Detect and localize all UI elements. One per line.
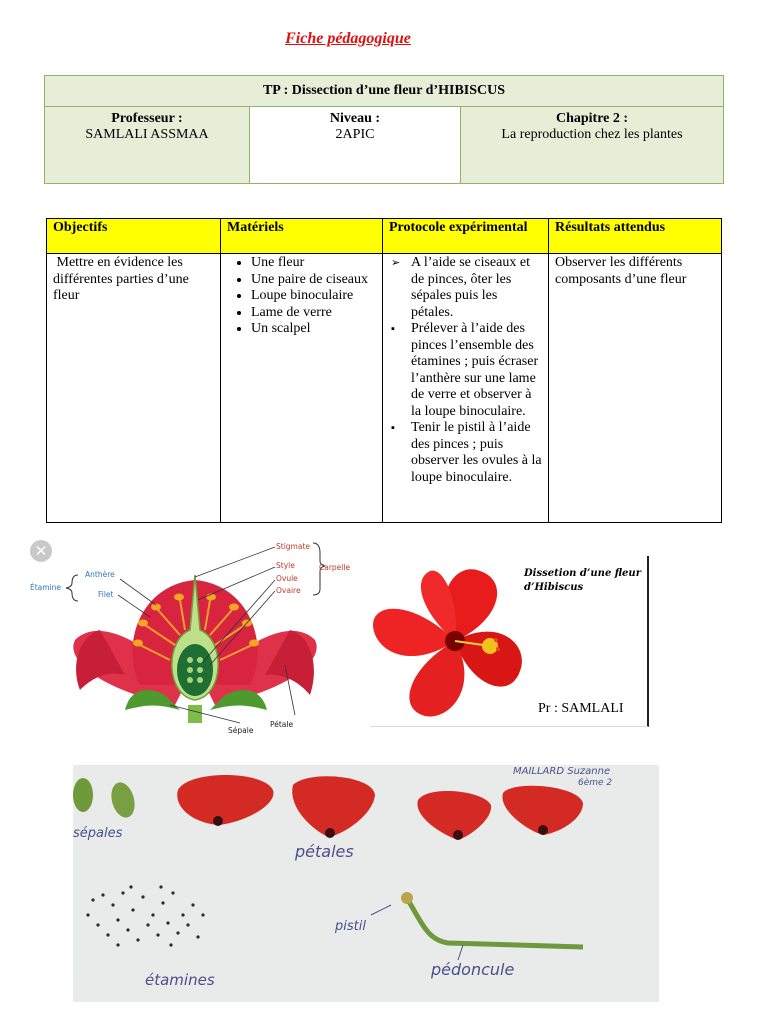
resultats-cell bbox=[549, 254, 722, 523]
square-bullet-icon: ▪ bbox=[391, 323, 395, 335]
tp-title: TP : Dissection d’une fleur d’HIBISCUS bbox=[45, 76, 724, 107]
annotation-pedoncule: pédoncule bbox=[431, 960, 515, 979]
flower-diagram bbox=[30, 535, 360, 745]
label-carpelle: Carpelle bbox=[319, 563, 351, 572]
annotation-sepales: sépales bbox=[73, 826, 123, 841]
professeur-cell bbox=[45, 107, 250, 184]
list-item: • Loupe binoculaire bbox=[251, 288, 376, 305]
list-item: • Une fleur bbox=[251, 255, 376, 272]
sepal-shape bbox=[73, 778, 93, 812]
niveau-value: 2APIC bbox=[335, 127, 375, 142]
protocole-list bbox=[389, 255, 542, 486]
annotation-name: MAILLARD Suzanne bbox=[513, 766, 611, 777]
chapitre-label: Chapitre 2 : bbox=[555, 111, 629, 126]
label-ovule: Ovule bbox=[276, 574, 298, 583]
label-petale: Pétale bbox=[270, 720, 294, 729]
objectif-text: Mettre en évidence les différentes parties d’une fleur bbox=[53, 255, 189, 303]
list-item: ➢ A l’aide se ciseaux et de pinces, ôter les sépales puis les pétales. bbox=[391, 255, 530, 320]
dissection-photo bbox=[73, 765, 659, 1002]
niveau-cell bbox=[250, 107, 461, 184]
lesson-table bbox=[46, 218, 722, 523]
annotation-etamines: étamines bbox=[145, 971, 215, 989]
square-bullet-icon: ▪ bbox=[391, 422, 395, 434]
annotation-class: 6ème 2 bbox=[578, 778, 613, 788]
header-objectifs: Objectifs bbox=[47, 219, 221, 254]
close-icon[interactable]: ✕ bbox=[30, 540, 52, 562]
label-filet: Filet bbox=[98, 590, 114, 599]
label-style: Style bbox=[276, 561, 295, 570]
header-resultats: Résultats attendus bbox=[549, 219, 722, 254]
list-item: ▪ Tenir le pistil à l’aide des pinces ; puis observer les ovules à la loupe binoculaire. bbox=[391, 420, 542, 485]
author-label: Pr : SAMLALI bbox=[538, 701, 624, 716]
objectif-cell bbox=[47, 254, 221, 523]
protocole-cell bbox=[383, 254, 549, 523]
label-ovaire: Ovaire bbox=[276, 586, 301, 595]
label-anthere: Anthère bbox=[85, 570, 115, 579]
pistil-head bbox=[401, 892, 413, 904]
arrow-bullet-icon: ➢ bbox=[391, 257, 401, 269]
label-stigmate: Stigmate bbox=[276, 542, 311, 551]
materiels-list bbox=[227, 255, 376, 338]
list-item: • Lame de verre bbox=[251, 305, 376, 322]
header-table bbox=[44, 75, 724, 184]
professeur-label: Professeur : bbox=[111, 111, 183, 126]
hibiscus-flower-image bbox=[370, 556, 540, 726]
resultats-text: Observer les différents composants d’une fleur bbox=[555, 255, 687, 287]
list-item: • Un scalpel bbox=[251, 321, 376, 338]
hibiscus-caption: Dissetion d’une fleur d’Hibiscus bbox=[524, 568, 641, 593]
annotation-pistil: pistil bbox=[335, 919, 366, 934]
chapitre-cell bbox=[461, 107, 724, 184]
label-etamine: Étamine bbox=[30, 583, 62, 592]
professeur-value: SAMLALI ASSMAA bbox=[85, 127, 209, 142]
label-sepale: Sépale bbox=[228, 726, 254, 735]
header-materiels: Matériels bbox=[221, 219, 383, 254]
stem-shape bbox=[188, 705, 202, 723]
list-item: ▪ Prélever à l’aide des pinces l’ensemble des étamines ; puis écraser l’anthère sur une lame de verre et observer à la loupe binoculaire. bbox=[391, 321, 539, 419]
annotation-petales: pétales bbox=[295, 842, 354, 861]
page-title: Fiche pédagogique bbox=[285, 30, 411, 47]
materiels-cell bbox=[221, 254, 383, 523]
header-protocole: Protocole expérimental bbox=[383, 219, 549, 254]
niveau-label: Niveau : bbox=[329, 111, 381, 126]
chapitre-value: La reproduction chez les plantes bbox=[501, 127, 683, 142]
ovary-shape bbox=[177, 644, 213, 696]
list-item: • Une paire de ciseaux bbox=[251, 272, 376, 289]
